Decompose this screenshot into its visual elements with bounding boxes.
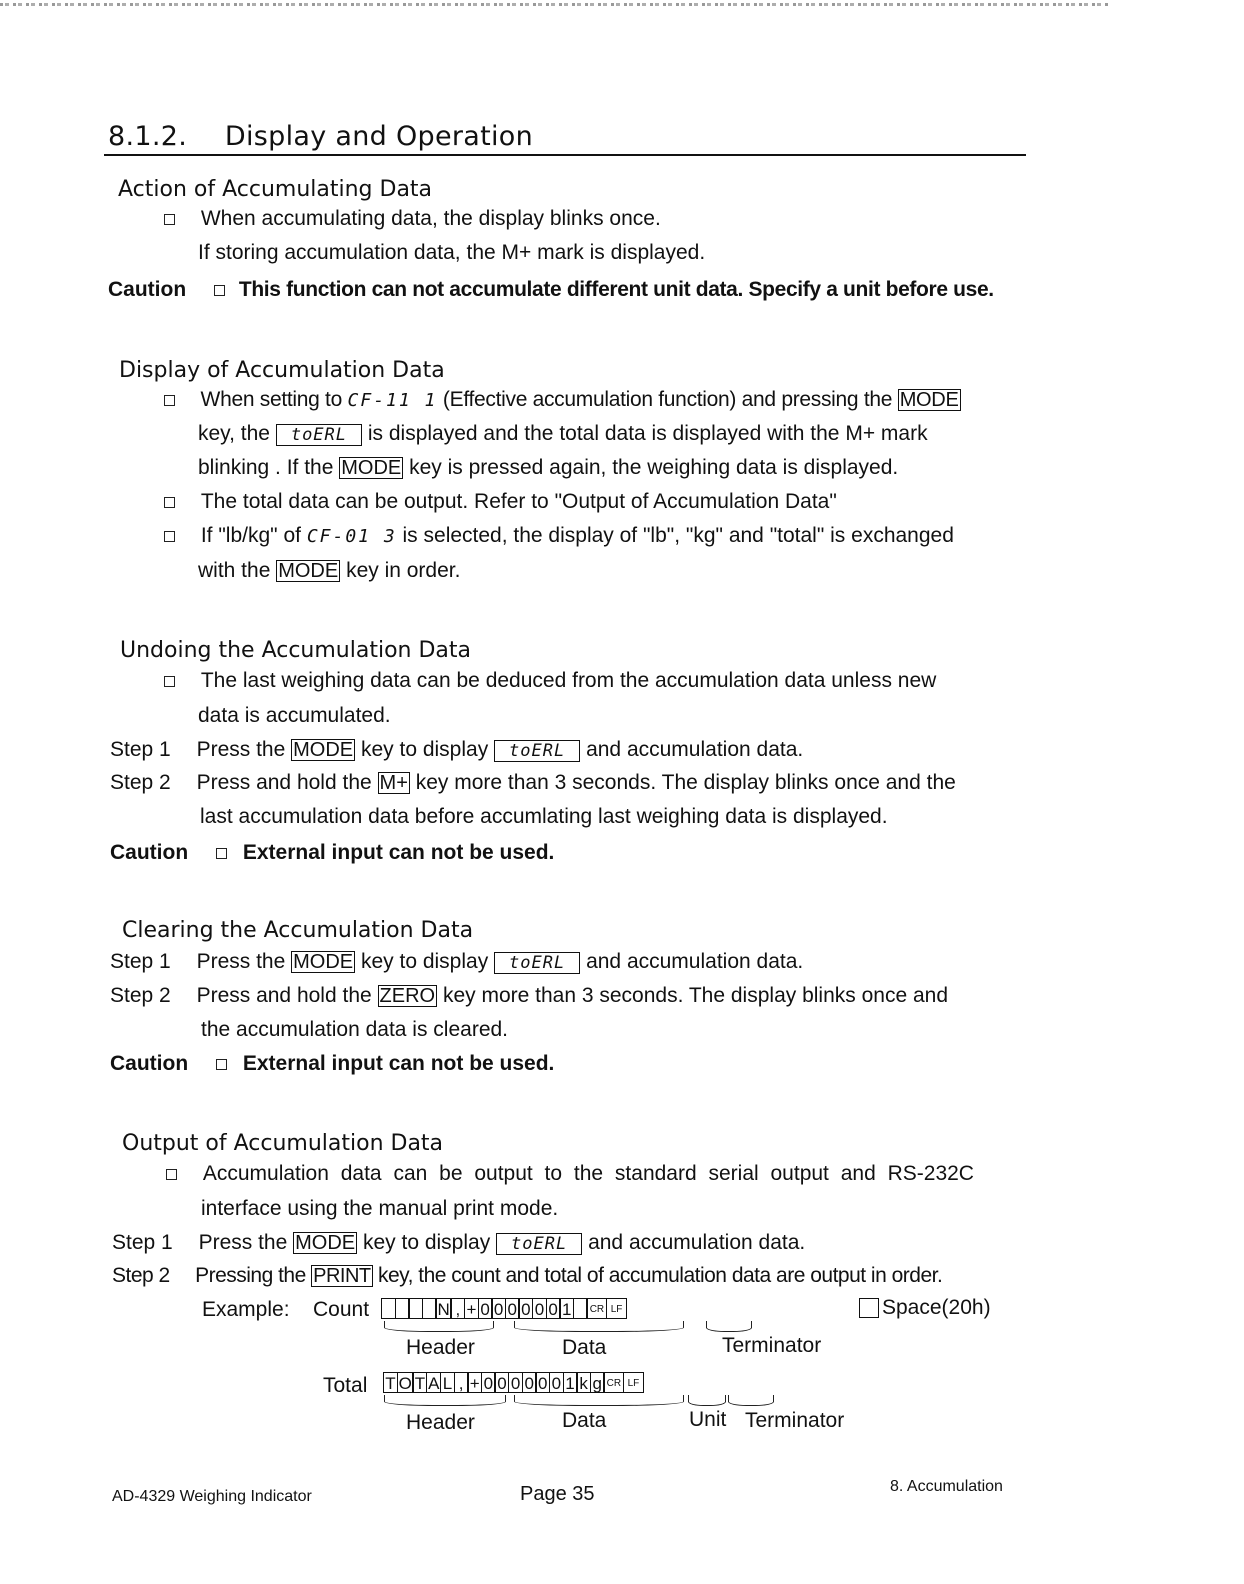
- step-label: Step 2: [110, 984, 171, 1007]
- output-step-1: Step 1 Press the MODE key to display toERL and accumulation data.: [112, 1231, 806, 1254]
- undo-step-1: Step 1 Press the MODE key to display toERL and accumulation data.: [110, 738, 804, 761]
- format-cell: 0: [518, 1298, 533, 1319]
- count-format: [381, 1298, 626, 1319]
- step-label: Step 2: [110, 771, 171, 794]
- display-bullet-3: If "lb/kg" of CF-01 3 is selected, the display of "lb", "kg" and "total" is exchanged: [164, 524, 954, 548]
- undo-caution: [110, 841, 554, 865]
- display-line-5: with the MODE key in order.: [198, 559, 461, 582]
- format-cell: +: [467, 1372, 482, 1393]
- label-terminator: Terminator: [722, 1334, 822, 1357]
- example-label: Example:: [202, 1298, 290, 1321]
- bullet-icon: [216, 1059, 227, 1070]
- bullet-icon: [216, 848, 227, 859]
- format-cell: 1: [559, 1298, 574, 1319]
- mode-key: MODE: [341, 457, 402, 479]
- caution-label: Caution: [110, 1052, 189, 1075]
- caution-label: Caution: [110, 841, 189, 864]
- format-cell: T: [383, 1372, 398, 1393]
- label-terminator: Terminator: [745, 1409, 845, 1432]
- format-cell: ,: [450, 1298, 465, 1319]
- format-cell: L: [440, 1372, 455, 1393]
- format-cell: k: [576, 1372, 591, 1393]
- footer-left: AD-4329 Weighing Indicator: [112, 1488, 312, 1505]
- undo-bullet: The last weighing data can be deduced from the accumulation data unless new: [164, 669, 936, 693]
- lcd-cf-111: CF-11 1: [347, 390, 438, 411]
- total-label: Total: [323, 1374, 368, 1397]
- section-number: 8.1.2.: [108, 121, 188, 152]
- section-title: [108, 121, 533, 152]
- format-cell: ,: [454, 1372, 469, 1393]
- caution-label: Caution: [108, 278, 187, 301]
- heading-output: Output of Accumulation Data: [122, 1131, 444, 1156]
- bullet-icon: [164, 531, 175, 542]
- label-data: Data: [562, 1409, 607, 1432]
- mode-key: MODE: [278, 560, 339, 582]
- format-cell: N: [437, 1300, 450, 1319]
- brace-header: [384, 1321, 494, 1332]
- brace-data: [514, 1395, 684, 1406]
- format-cell: 1: [563, 1372, 578, 1393]
- brace-header: [384, 1395, 506, 1406]
- action-bullet: When accumulating data, the display blinks once.: [164, 207, 661, 231]
- footer-page: Page 35: [520, 1483, 595, 1505]
- section-rule: [104, 154, 1026, 156]
- format-cell: LF: [623, 1372, 644, 1393]
- mode-key: MODE: [295, 1232, 356, 1254]
- lcd-cf-013: CF-01 3: [306, 526, 397, 547]
- count-cells: [381, 1298, 626, 1319]
- caution-text: This function can not accumulate different unit data. Specify a unit before use.: [238, 278, 994, 301]
- footer-right: 8. Accumulation: [890, 1478, 1003, 1495]
- format-cell: 0: [505, 1298, 520, 1319]
- format-cell: CR: [603, 1372, 624, 1393]
- clear-step-2: Step 2 Press and hold the ZERO key more than 3 seconds. The display blinks once and: [110, 984, 949, 1007]
- format-cell: 0: [508, 1372, 523, 1393]
- format-cell: 0: [535, 1372, 550, 1393]
- total-cells: [383, 1372, 643, 1393]
- format-cell: 0: [522, 1372, 537, 1393]
- mode-key: MODE: [293, 951, 354, 973]
- step-label: Step 1: [112, 1231, 173, 1254]
- format-cell: 0: [494, 1372, 509, 1393]
- output-bullet-cont: interface using the manual print mode.: [201, 1197, 559, 1220]
- format-cell: LF: [606, 1298, 627, 1319]
- bullet-icon: [166, 1169, 177, 1180]
- step-label: Step 2: [112, 1264, 170, 1287]
- display-bullet-1: When setting to CF-11 1 (Effective accumulation function) and pressing the MODE: [164, 388, 961, 412]
- brace-data: [514, 1321, 684, 1332]
- format-cell: 0: [478, 1298, 493, 1319]
- format-cell: CR: [586, 1298, 607, 1319]
- undo-step-2-cont: last accumulation data before accumlating last weighing data is displayed.: [200, 805, 888, 828]
- format-cell: A: [428, 1374, 440, 1393]
- mode-key: MODE: [293, 739, 354, 761]
- lcd-total: toERL: [276, 424, 362, 446]
- heading-clear: Clearing the Accumulation Data: [122, 918, 474, 943]
- brace-unit: [688, 1395, 726, 1406]
- brace-terminator: [706, 1321, 752, 1332]
- lcd-total: toERL: [494, 952, 580, 974]
- display-line-3: blinking . If the MODE key is pressed again, the weighing data is displayed.: [198, 456, 899, 479]
- zero-key: ZERO: [379, 985, 436, 1007]
- clear-step-2-cont: the accumulation data is cleared.: [201, 1018, 509, 1041]
- format-cell: 0: [546, 1298, 561, 1319]
- step-label: Step 1: [110, 950, 171, 973]
- format-cell: 0: [549, 1372, 564, 1393]
- clear-step-1: Step 1 Press the MODE key to display toERL and accumulation data.: [110, 950, 804, 973]
- label-data: Data: [562, 1336, 607, 1359]
- print-key: PRINT: [313, 1265, 371, 1287]
- format-cell: 0: [481, 1372, 496, 1393]
- step-label: Step 1: [110, 738, 171, 761]
- total-format: [383, 1372, 643, 1393]
- undo-bullet-cont: data is accumulated.: [198, 704, 391, 727]
- caution-text: External input can not be used.: [242, 841, 555, 864]
- undo-step-2: Step 2 Press and hold the M+ key more than 3 seconds. The display blinks once and the: [110, 771, 956, 794]
- output-bullet: Accumulation data can be output to the standard serial output and RS-232C: [166, 1162, 974, 1186]
- format-cell: 0: [532, 1298, 547, 1319]
- clear-caution: [110, 1052, 554, 1076]
- lcd-total: toERL: [496, 1233, 582, 1255]
- display-bullet-2: The total data can be output. Refer to "Output of Accumulation Data": [164, 490, 837, 514]
- mode-key: MODE: [899, 389, 959, 411]
- lcd-total: toERL: [494, 740, 580, 762]
- heading-undo: Undoing the Accumulation Data: [120, 638, 472, 663]
- display-line-2: key, the toERL is displayed and the total data is displayed with the M+ mark: [198, 422, 928, 445]
- label-unit: Unit: [689, 1408, 727, 1431]
- count-label: Count: [313, 1298, 370, 1321]
- mplus-key: M+: [379, 772, 408, 794]
- format-cell: O: [398, 1374, 412, 1393]
- heading-display: Display of Accumulation Data: [119, 358, 445, 383]
- bullet-icon: [164, 497, 175, 508]
- space-box-icon: [859, 1298, 879, 1318]
- caution-text: External input can not be used.: [242, 1052, 555, 1075]
- bullet-icon: [214, 285, 225, 296]
- action-line2: If storing accumulation data, the M+ mark is displayed.: [198, 241, 706, 264]
- action-caution: [108, 278, 994, 302]
- heading-action: Action of Accumulating Data: [118, 177, 433, 202]
- label-header: Header: [406, 1411, 475, 1434]
- brace-terminator: [728, 1395, 774, 1406]
- bullet-icon: [164, 395, 175, 406]
- space-legend: Space(20h): [859, 1296, 991, 1320]
- bullet-icon: [164, 214, 175, 225]
- label-header: Header: [406, 1336, 475, 1359]
- format-cell: 0: [491, 1298, 506, 1319]
- section-heading: Display and Operation: [224, 121, 534, 152]
- format-cell: +: [464, 1298, 479, 1319]
- bullet-icon: [164, 676, 175, 687]
- output-step-2: Step 2 Pressing the PRINT key, the count and total of accumulation data are output in order.: [112, 1264, 943, 1287]
- format-cell: T: [412, 1372, 427, 1393]
- scan-edge-line: [0, 3, 1110, 6]
- format-cell: g: [590, 1372, 605, 1393]
